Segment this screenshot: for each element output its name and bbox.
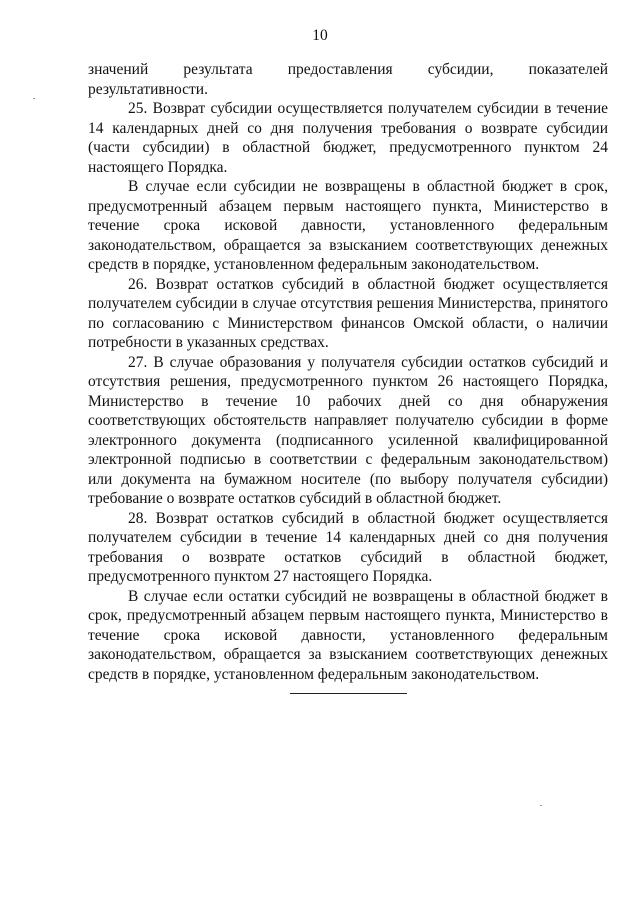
- scan-speck: [33, 98, 35, 99]
- paragraph-continuation-line-1: значений результата предоставления субсидии, показателей: [88, 61, 608, 78]
- paragraph-clause-28-part-2: В случае если остатки субсидий не возвращены в областной бюджет в срок, предусмотренный абзацем первым настоящего пункта, Министерство в течение срока исковой давности, установленного федеральным законодательством, обращается за взысканием соответствующих денежных средств в порядке, установленном федеральным законодательством.: [88, 587, 608, 683]
- paragraph-clause-27: 27. В случае образования у получателя субсидии остатков субсидий и отсутствия решения, предусмотренного пунктом 26 настоящего Порядка, Министерство в течение 10 рабочих дней со дня обнаружения соответствующих обстоятельств направляет получателю субсидии в форме электронного документа (подписанного усиленной квалифицированной электронной подписью в соответствии с федеральным законодательством) или документа на бумажном носителе (по выбору получателя субсидии) требование о возврате остатков субсидий в областной бюджет.: [88, 353, 608, 507]
- paragraph-clause-28: 28. Возврат остатков субсидий в областной бюджет осуществляется получателем субсидии в течение 14 календарных дней со дня получения требования о возврате остатков субсидий в областной бюджет, предусмотренного пунктом 27 настоящего Порядка.: [88, 509, 608, 585]
- paragraph-continuation-line-2: результативности.: [88, 80, 208, 98]
- paragraph-clause-25: 25. Возврат субсидии осуществляется получателем субсидии в течение 14 календарных дней со дня получения требования о возврате субсидии (части субсидии) в областной бюджет, предусмотренного пунктом 24 настоящего Порядка.: [88, 100, 608, 176]
- paragraph-clause-26: 26. Возврат остатков субсидий в областной бюджет осуществляется получателем субсидии в случае отсутствия решения Министерства, принятого по согласованию с Министерством финансов Омской области, о наличии потребности в указанных средствах.: [88, 275, 608, 351]
- end-of-text-divider: [290, 693, 407, 694]
- document-body: [88, 60, 608, 684]
- page-number: 10: [312, 27, 328, 44]
- scan-speck: [540, 805, 542, 806]
- paragraph-clause-25-part-2: В случае если субсидии не возвращены в областной бюджет в срок, предусмотренный абзацем первым настоящего пункта, Министерство в течение срока исковой давности, установленного федеральным законодательством, обращается за взысканием соответствующих денежных средств в порядке, установленном федеральным законодательством.: [88, 178, 608, 273]
